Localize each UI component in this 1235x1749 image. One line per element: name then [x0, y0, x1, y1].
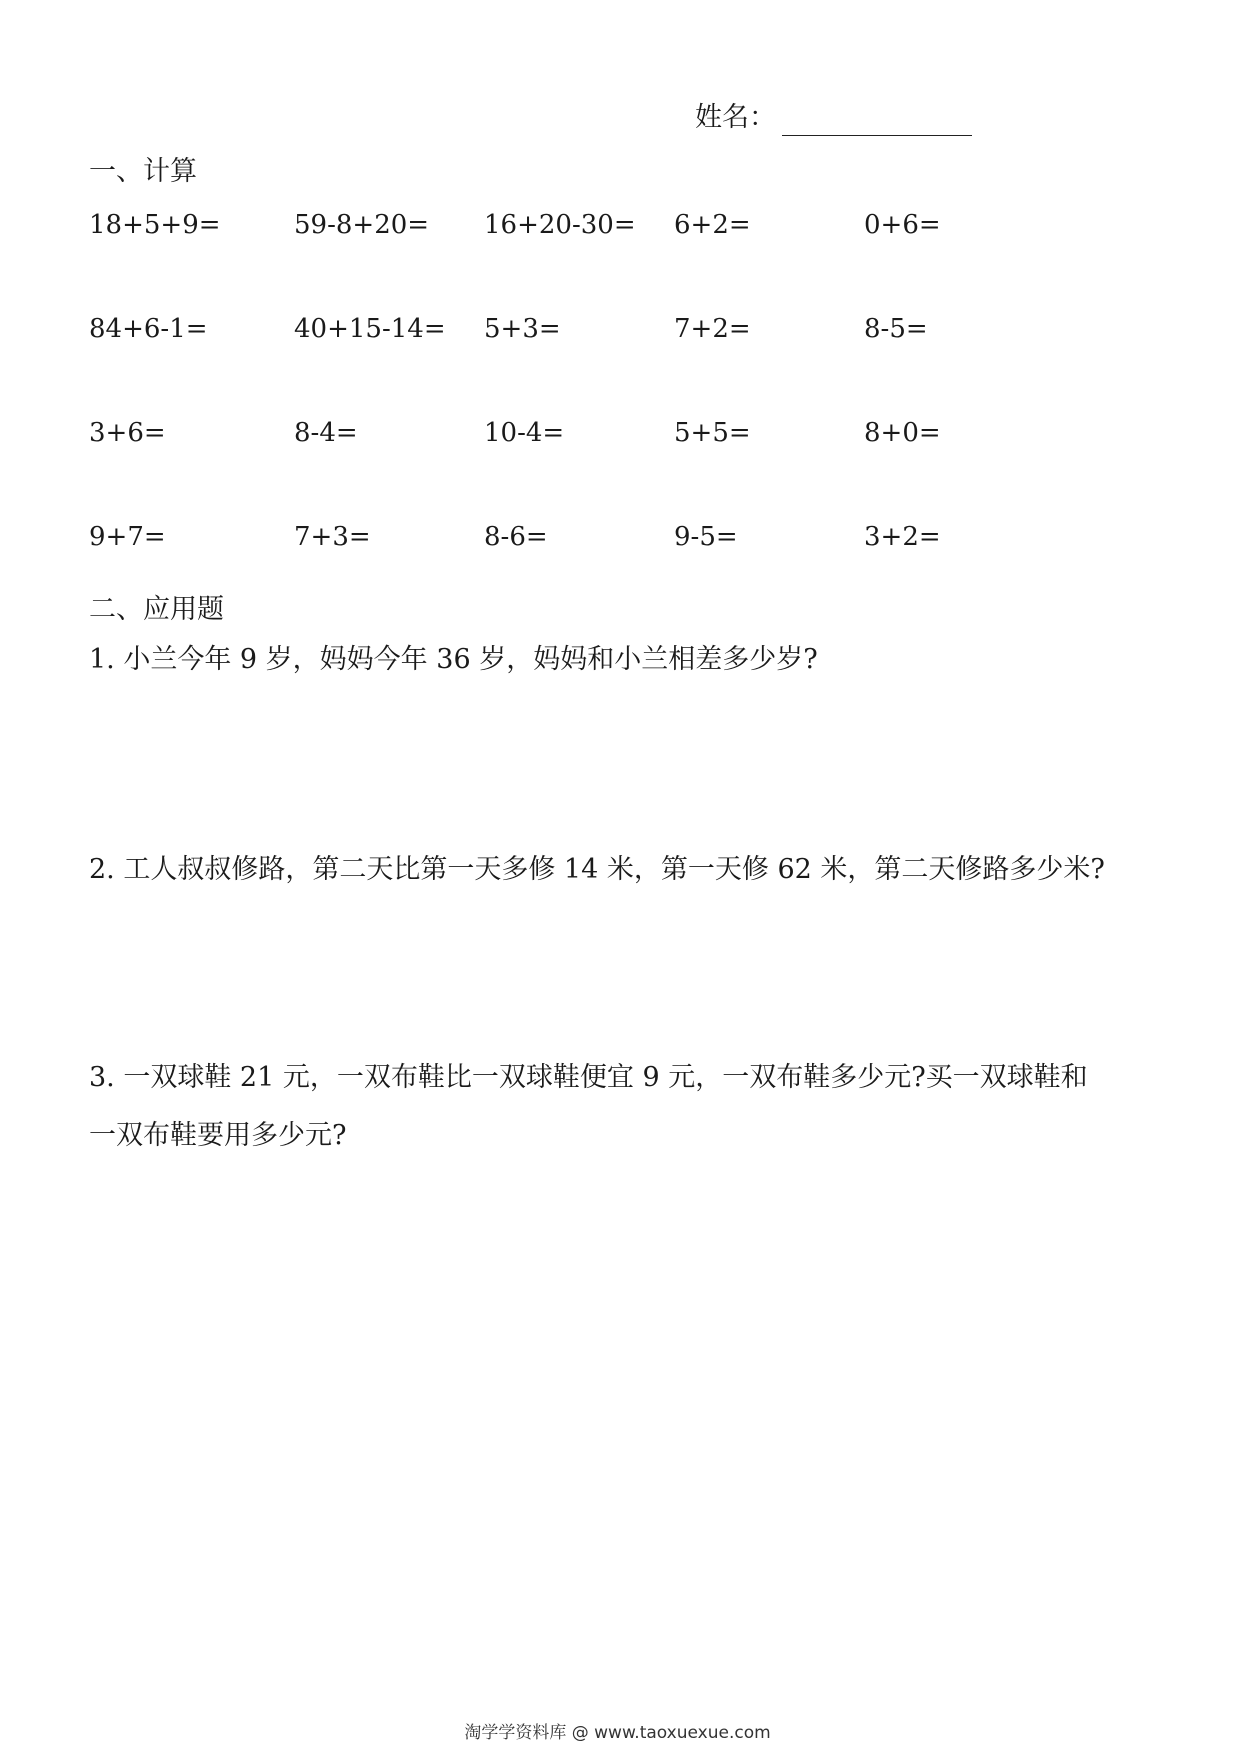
footer-watermark: 淘学学资料库 @ www.taoxuexue.com — [464, 1723, 771, 1743]
calc-item: 7+3= — [294, 522, 371, 552]
word-problem — [89, 642, 1159, 678]
word-problem — [89, 1060, 1159, 1154]
problem-text: 2. 工人叔叔修路，第二天比第一天多修 14 米，第一天修 62 米，第二天修路多少米? — [89, 854, 1105, 885]
calc-item: 0+6= — [864, 210, 941, 240]
calc-item: 6+2= — [674, 210, 751, 240]
problem-text: 1. 小兰今年 9 岁，妈妈今年 36 岁，妈妈和小兰相差多少岁? — [89, 644, 818, 675]
calc-item: 3+2= — [864, 522, 941, 552]
calc-item: 40+15-14= — [294, 314, 446, 344]
calc-item: 8-6= — [484, 522, 548, 552]
name-label: 姓名： — [695, 102, 776, 133]
calc-item: 84+6-1= — [89, 314, 208, 344]
calc-item: 16+20-30= — [484, 210, 636, 240]
section-title-calculation: 一、计算 — [89, 156, 197, 187]
calc-item: 9-5= — [674, 522, 738, 552]
word-problem — [89, 852, 1159, 888]
problem-text: 3. 一双球鞋 21 元，一双布鞋比一双球鞋便宜 9 元，一双布鞋多少元?买一双球鞋和 — [89, 1062, 1088, 1093]
calc-item: 5+3= — [484, 314, 561, 344]
calc-item: 18+5+9= — [89, 210, 221, 240]
calc-item: 8+0= — [864, 418, 941, 448]
problem-text: 一双布鞋要用多少元? — [89, 1120, 347, 1151]
calc-item: 59-8+20= — [294, 210, 430, 240]
calc-item: 7+2= — [674, 314, 751, 344]
section-title-word-problems: 二、应用题 — [89, 594, 224, 625]
calc-item: 9+7= — [89, 522, 166, 552]
calc-item: 8-5= — [864, 314, 928, 344]
name-blank-line[interactable] — [782, 105, 972, 136]
calc-item: 3+6= — [89, 418, 166, 448]
student-name-field — [695, 100, 972, 136]
calc-item: 5+5= — [674, 418, 751, 448]
calc-item: 10-4= — [484, 418, 565, 448]
calc-item: 8-4= — [294, 418, 358, 448]
